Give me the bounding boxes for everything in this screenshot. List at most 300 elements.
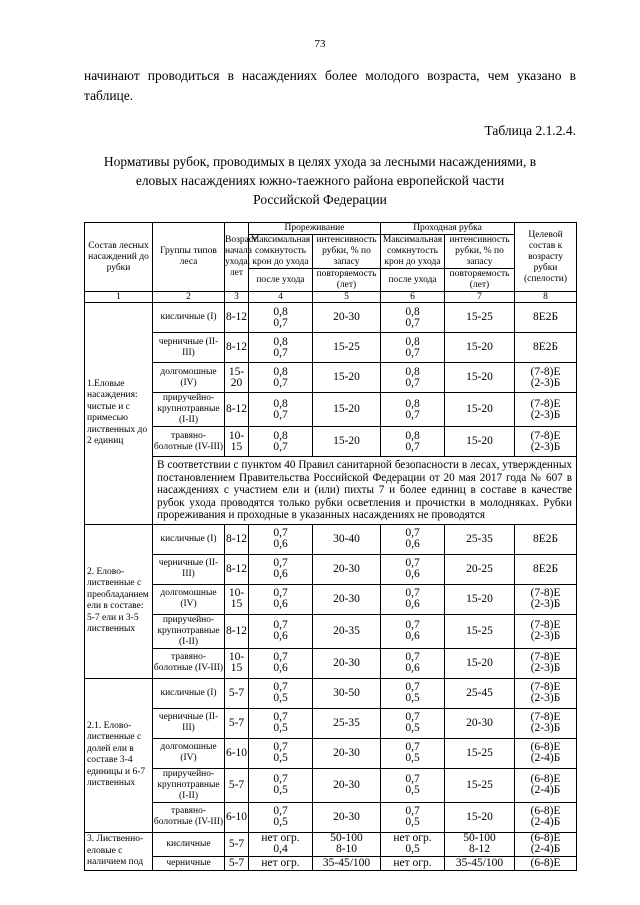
intensity-cell <box>313 678 381 708</box>
passage-intensity-cell <box>445 393 515 427</box>
max-density-cell <box>249 554 313 584</box>
start-age-cell: 8-12 <box>225 303 249 333</box>
intensity-cell <box>313 768 381 802</box>
table-title-line: еловых насаждениях южно-таежного района европейской части <box>135 173 505 188</box>
density-value: 0,7 <box>405 711 420 724</box>
table-row <box>85 554 577 584</box>
intensity-value: 35-45/100 <box>322 856 371 869</box>
start-age-cell: 6-10 <box>225 738 249 768</box>
passage-intensity-cell <box>445 333 515 363</box>
density-value: 0,7 <box>273 651 288 664</box>
passage-intensity-cell <box>445 584 515 614</box>
intensity-value: 20-30 <box>466 716 493 729</box>
composition-value: (2-3)Б <box>530 598 561 611</box>
passage-intensity-cell <box>445 768 515 802</box>
intensity-value: 25-45 <box>466 686 493 699</box>
max-density-cell <box>249 648 313 678</box>
density-value: 0,7 <box>273 376 288 389</box>
intensity-cell <box>313 554 381 584</box>
regulation-note: В соответствии с пунктом 40 Правил санитарной безопасности в лесах, утвержденных постановлением Правительства Российской Федерации от 20 мая 2017 года № 607 в насаждениях с участием ели и (или) пихты 7 и более единиц в составе в качестве рубок ухода проводятся только рубки осветления и прочистки в молодняках. Рубки прореживания и проходные в указанных насаждениях не проводятся <box>153 457 577 525</box>
composition-value: (7-8)Е <box>530 429 561 442</box>
intensity-cell <box>313 832 381 856</box>
intensity-cell <box>313 738 381 768</box>
density-value: 0,7 <box>405 587 420 600</box>
intensity-value: 15-25 <box>466 624 493 637</box>
forest-type-cell: приручейно-крупнотравные (I-II) <box>153 768 225 802</box>
max-density-cell <box>249 708 313 738</box>
group-label: 3. Лиственно-еловые с наличием под <box>85 832 153 870</box>
intensity-value: 15-25 <box>466 746 493 759</box>
intensity-value: 20-35 <box>333 624 360 637</box>
density-value: 0,7 <box>273 681 288 694</box>
max-density-cell <box>249 802 313 832</box>
table-row <box>85 648 577 678</box>
density-value: 0,7 <box>405 527 420 540</box>
passage-density-cell <box>381 708 445 738</box>
passage-density-cell <box>381 648 445 678</box>
composition-value: 8Е2Б <box>532 562 559 575</box>
intensity-value: 15-20 <box>466 592 493 605</box>
header-max-density: Максимальная сомкнутость крон до ухода <box>381 235 445 269</box>
passage-density-cell <box>381 427 445 457</box>
passage-intensity-cell <box>445 802 515 832</box>
intensity-value: 20-30 <box>333 562 360 575</box>
max-density-cell <box>249 584 313 614</box>
passage-intensity-cell <box>445 363 515 393</box>
start-age-cell: 10-15 <box>225 427 249 457</box>
density-value: 0,7 <box>273 408 288 421</box>
table-row <box>85 457 577 525</box>
passage-density-cell <box>381 584 445 614</box>
max-density-cell <box>249 303 313 333</box>
start-age-cell: 8-12 <box>225 554 249 584</box>
intensity-value: 20-30 <box>333 746 360 759</box>
composition-value: (2-4)Б <box>530 843 561 856</box>
density-value: 0,8 <box>273 305 288 318</box>
intensity-value: 25-35 <box>333 716 360 729</box>
density-value: 0,7 <box>273 805 288 818</box>
intro-paragraph: начинают проводиться в насаждениях более молодого возраста, чем указано в таблице. <box>84 68 576 103</box>
target-composition-cell <box>515 393 577 427</box>
start-age-cell: 10-15 <box>225 648 249 678</box>
target-composition-cell <box>515 708 577 738</box>
intensity-value: 20-30 <box>333 311 360 323</box>
header-repeat: повторяемость (лет) <box>313 269 381 292</box>
passage-intensity-cell <box>445 648 515 678</box>
composition-value: 8Е2Б <box>532 532 559 545</box>
column-number: 4 <box>249 292 313 303</box>
target-composition-cell <box>515 524 577 554</box>
page-number: 73 <box>314 38 326 50</box>
table-row <box>85 584 577 614</box>
table-row <box>85 333 577 363</box>
intensity-cell <box>313 303 381 333</box>
density-value: 0,5 <box>405 722 420 735</box>
target-composition-cell <box>515 832 577 856</box>
density-value: 0,7 <box>273 557 288 570</box>
target-composition-cell <box>515 333 577 363</box>
intensity-value: 30-50 <box>333 686 360 699</box>
intensity-cell <box>313 648 381 678</box>
density-value: 0,7 <box>273 527 288 540</box>
header-after-care: после ухода <box>381 269 445 292</box>
intensity-value: 8-12 <box>468 843 491 856</box>
forest-type-cell: травяно-болотные (IV-III) <box>153 427 225 457</box>
passage-intensity-cell <box>445 856 515 870</box>
intensity-value: 20-25 <box>466 562 493 575</box>
max-density-cell <box>249 832 313 856</box>
header-target-composition: Целевой состав к возрасту рубки (спелости) <box>515 223 577 292</box>
density-value: 0,6 <box>405 630 420 643</box>
passage-density-cell <box>381 303 445 333</box>
intensity-cell <box>313 393 381 427</box>
target-composition-cell <box>515 768 577 802</box>
start-age-cell: 5-7 <box>225 768 249 802</box>
target-composition-cell <box>515 648 577 678</box>
intensity-cell <box>313 614 381 648</box>
norms-table <box>84 222 577 871</box>
density-value: нет огр. <box>393 832 432 845</box>
composition-value: (2-4)Б <box>530 784 561 797</box>
max-density-cell <box>249 614 313 648</box>
start-age-cell: 8-12 <box>225 393 249 427</box>
density-value: нет огр. <box>261 856 300 869</box>
density-value: 0,7 <box>405 346 420 359</box>
intensity-cell <box>313 802 381 832</box>
table-row <box>85 614 577 648</box>
passage-density-cell <box>381 614 445 648</box>
header-passage-cutting: Проходная рубка <box>381 223 515 235</box>
density-value: 0,8 <box>273 335 288 348</box>
forest-type-cell: приручейно-крупнотравные (I-II) <box>153 614 225 648</box>
density-value: 0,8 <box>405 305 420 318</box>
intensity-value: 50-100 <box>330 832 363 845</box>
density-value: 0,5 <box>405 752 420 765</box>
intensity-value: 15-20 <box>466 341 493 353</box>
density-value: 0,7 <box>405 440 420 453</box>
density-value: 0,8 <box>273 429 288 442</box>
passage-density-cell <box>381 738 445 768</box>
start-age-cell: 8-12 <box>225 333 249 363</box>
target-composition-cell <box>515 303 577 333</box>
density-value: 0,5 <box>273 692 288 705</box>
density-value: 0,5 <box>405 843 420 856</box>
composition-value: (2-3)Б <box>530 722 561 735</box>
intensity-value: 35-45/100 <box>455 856 504 869</box>
intensity-value: 25-35 <box>466 532 493 545</box>
density-value: 0,6 <box>273 630 288 643</box>
start-age-cell: 5-7 <box>225 832 249 856</box>
density-value: 0,7 <box>405 376 420 389</box>
table-row <box>85 768 577 802</box>
composition-value: (7-8)Е <box>530 365 561 378</box>
intensity-value: 15-20 <box>466 403 493 415</box>
density-value: 0,5 <box>405 816 420 829</box>
composition-value: (7-8)Е <box>530 587 561 600</box>
max-density-cell <box>249 363 313 393</box>
composition-value: (2-3)Б <box>530 692 561 705</box>
density-value: 0,6 <box>405 568 420 581</box>
composition-value: (2-3)Б <box>530 630 561 643</box>
intensity-value: 15-20 <box>466 810 493 823</box>
density-value: 0,5 <box>273 752 288 765</box>
passage-density-cell <box>381 333 445 363</box>
max-density-cell <box>249 427 313 457</box>
composition-value: (2-4)Б <box>530 816 561 829</box>
column-number: 7 <box>445 292 515 303</box>
intensity-cell <box>313 427 381 457</box>
passage-intensity-cell <box>445 708 515 738</box>
composition-value: (7-8)Е <box>530 681 561 694</box>
density-value: 0,7 <box>405 773 420 786</box>
density-value: 0,7 <box>273 346 288 359</box>
max-density-cell <box>249 856 313 870</box>
intensity-value: 15-20 <box>333 435 360 447</box>
forest-type-cell: приручейно-крупнотравные (I-II) <box>153 393 225 427</box>
density-value: 0,7 <box>273 587 288 600</box>
forest-type-cell: черничные (II-III) <box>153 708 225 738</box>
density-value: 0,7 <box>405 805 420 818</box>
density-value: 0,8 <box>405 429 420 442</box>
intensity-cell <box>313 524 381 554</box>
passage-intensity-cell <box>445 832 515 856</box>
passage-intensity-cell <box>445 524 515 554</box>
composition-value: (2-4)Б <box>530 752 561 765</box>
passage-intensity-cell <box>445 303 515 333</box>
header-intensity: интенсивность рубки, % по запасу <box>313 235 381 269</box>
forest-type-cell: травяно-болотные (IV-III) <box>153 648 225 678</box>
intensity-value: 15-20 <box>466 371 493 383</box>
density-value: 0,5 <box>273 784 288 797</box>
start-age-cell: 5-7 <box>225 708 249 738</box>
density-value: 0,6 <box>405 662 420 675</box>
header-max-density: Максимальная сомкнутость крон до ухода <box>249 235 313 269</box>
intensity-value: 15-25 <box>333 341 360 353</box>
passage-density-cell <box>381 524 445 554</box>
density-value: 0,7 <box>405 651 420 664</box>
table-row <box>85 393 577 427</box>
density-value: 0,7 <box>273 711 288 724</box>
composition-value: (6-8)Е <box>530 741 561 754</box>
table-row <box>85 738 577 768</box>
composition-value: 8Е2Б <box>532 311 559 323</box>
column-number: 2 <box>153 292 225 303</box>
max-density-cell <box>249 768 313 802</box>
column-number: 1 <box>85 292 153 303</box>
target-composition-cell <box>515 427 577 457</box>
composition-value: (7-8)Е <box>530 397 561 410</box>
target-composition-cell <box>515 856 577 870</box>
density-value: 0,5 <box>273 722 288 735</box>
intensity-value: 15-25 <box>466 311 493 323</box>
density-value: 0,7 <box>405 741 420 754</box>
composition-value: (2-3)Б <box>530 440 561 453</box>
table-title-line: Нормативы рубок, проводимых в целях ухода за лесными насаждениями, в <box>103 154 537 169</box>
passage-density-cell <box>381 554 445 584</box>
density-value: 0,5 <box>273 816 288 829</box>
column-number: 3 <box>225 292 249 303</box>
passage-intensity-cell <box>445 614 515 648</box>
density-value: 0,7 <box>273 741 288 754</box>
table-row <box>85 678 577 708</box>
passage-density-cell <box>381 363 445 393</box>
max-density-cell <box>249 393 313 427</box>
passage-density-cell <box>381 393 445 427</box>
column-number: 8 <box>515 292 577 303</box>
density-value: 0,8 <box>273 397 288 410</box>
forest-type-cell: черничные (II-III) <box>153 333 225 363</box>
target-composition-cell <box>515 738 577 768</box>
intensity-value: 50-100 <box>463 832 496 845</box>
passage-density-cell <box>381 802 445 832</box>
composition-value: (6-8)Е <box>530 832 561 845</box>
start-age-cell: 8-12 <box>225 614 249 648</box>
table-row <box>85 802 577 832</box>
table-row <box>85 856 577 870</box>
forest-type-cell: кисличные (I) <box>153 524 225 554</box>
density-value: 0,7 <box>405 681 420 694</box>
composition-value: (2-3)Б <box>530 662 561 675</box>
max-density-cell <box>249 524 313 554</box>
passage-density-cell <box>381 856 445 870</box>
density-value: 0,6 <box>273 662 288 675</box>
intensity-value: 20-30 <box>333 656 360 669</box>
intensity-cell <box>313 856 381 870</box>
group-label: 2. Елово-лиственные с преобладанием ели в составе: 5-7 ели и 3-5 лиственных <box>85 524 153 678</box>
target-composition-cell <box>515 554 577 584</box>
intensity-value: 15-20 <box>333 371 360 383</box>
density-value: 0,5 <box>405 784 420 797</box>
intensity-value: 8-10 <box>335 843 358 856</box>
intensity-value: 20-30 <box>333 810 360 823</box>
start-age-cell: 15-20 <box>225 363 249 393</box>
composition-value: (7-8)Е <box>530 619 561 632</box>
density-value: 0,7 <box>405 557 420 570</box>
header-repeat: повторяемость (лет) <box>445 269 515 292</box>
density-value: 0,6 <box>405 598 420 611</box>
intensity-cell <box>313 363 381 393</box>
density-value: 0,8 <box>405 397 420 410</box>
density-value: 0,6 <box>273 538 288 551</box>
intensity-value: 20-30 <box>333 592 360 605</box>
forest-type-cell: черничные <box>153 856 225 870</box>
intensity-value: 15-20 <box>466 435 493 447</box>
start-age-cell: 8-12 <box>225 524 249 554</box>
target-composition-cell <box>515 802 577 832</box>
density-value: 0,8 <box>405 365 420 378</box>
table-caption: Таблица 2.1.2.4. <box>484 123 576 138</box>
composition-value: (7-8)Е <box>530 711 561 724</box>
header-intensity: интенсивность рубки, % по запасу <box>445 235 515 269</box>
start-age-cell: 10-15 <box>225 584 249 614</box>
passage-density-cell <box>381 678 445 708</box>
table-row <box>85 708 577 738</box>
composition-value: 8Е2Б <box>532 341 559 353</box>
table-row <box>85 427 577 457</box>
forest-type-cell: долгомошные (IV) <box>153 584 225 614</box>
table-row <box>85 303 577 333</box>
group-label: 1.Еловые насаждения: чистые и с примесью лиственных до 2 единиц <box>85 303 153 525</box>
table-row <box>85 363 577 393</box>
density-value: 0,7 <box>405 408 420 421</box>
composition-value: (7-8)Е <box>530 651 561 664</box>
header-forest-types: Группы типов леса <box>153 223 225 292</box>
start-age-cell: 5-7 <box>225 678 249 708</box>
target-composition-cell <box>515 363 577 393</box>
intensity-value: 15-25 <box>466 778 493 791</box>
column-number: 5 <box>313 292 381 303</box>
target-composition-cell <box>515 584 577 614</box>
intensity-cell <box>313 333 381 363</box>
density-value: 0,7 <box>273 773 288 786</box>
intensity-cell <box>313 708 381 738</box>
forest-type-cell: кисличные <box>153 832 225 856</box>
forest-type-cell: травяно-болотные (IV-III) <box>153 802 225 832</box>
target-composition-cell <box>515 614 577 648</box>
passage-density-cell <box>381 768 445 802</box>
passage-intensity-cell <box>445 738 515 768</box>
column-number: 6 <box>381 292 445 303</box>
header-composition: Состав лесных насаждений до рубки <box>85 223 153 292</box>
forest-type-cell: долгомошные (IV) <box>153 738 225 768</box>
group-label: 2.1. Елово-лиственные с долей ели в составе 3-4 единицы и 6-7 лиственных <box>85 678 153 832</box>
density-value: 0,5 <box>405 692 420 705</box>
header-start-age: Возраст начала ухода, лет <box>225 223 249 292</box>
forest-type-cell: черничные (II-III) <box>153 554 225 584</box>
passage-density-cell <box>381 832 445 856</box>
passage-intensity-cell <box>445 678 515 708</box>
passage-intensity-cell <box>445 554 515 584</box>
table-title <box>60 152 580 209</box>
start-age-cell: 5-7 <box>225 856 249 870</box>
density-value: 0,8 <box>405 335 420 348</box>
forest-type-cell: кисличные (I) <box>153 303 225 333</box>
target-composition-cell <box>515 678 577 708</box>
density-value: 0,7 <box>405 619 420 632</box>
max-density-cell <box>249 738 313 768</box>
composition-value: (2-3)Б <box>530 376 561 389</box>
density-value: 0,7 <box>405 316 420 329</box>
density-value: нет огр. <box>261 832 300 845</box>
passage-intensity-cell <box>445 427 515 457</box>
intensity-cell <box>313 584 381 614</box>
density-value: 0,7 <box>273 619 288 632</box>
density-value: нет огр. <box>393 856 432 869</box>
composition-value: (2-3)Б <box>530 408 561 421</box>
forest-type-cell: кисличные (I) <box>153 678 225 708</box>
density-value: 0,8 <box>273 365 288 378</box>
max-density-cell <box>249 333 313 363</box>
composition-value: (6-8)Е <box>530 773 561 786</box>
forest-type-cell: долгомошные (IV) <box>153 363 225 393</box>
composition-value: (6-8)Е <box>530 856 561 869</box>
table-row <box>85 832 577 856</box>
intensity-value: 30-40 <box>333 532 360 545</box>
max-density-cell <box>249 678 313 708</box>
composition-value: (6-8)Е <box>530 805 561 818</box>
table-title-line: Российской Федерации <box>253 192 387 207</box>
intensity-value: 20-30 <box>333 778 360 791</box>
header-thinning: Прореживание <box>249 223 381 235</box>
intensity-value: 15-20 <box>466 656 493 669</box>
density-value: 0,4 <box>273 843 288 856</box>
start-age-cell: 6-10 <box>225 802 249 832</box>
table-row <box>85 524 577 554</box>
density-value: 0,6 <box>273 598 288 611</box>
intensity-value: 15-20 <box>333 403 360 415</box>
header-after-care: после ухода <box>249 269 313 292</box>
density-value: 0,7 <box>273 316 288 329</box>
